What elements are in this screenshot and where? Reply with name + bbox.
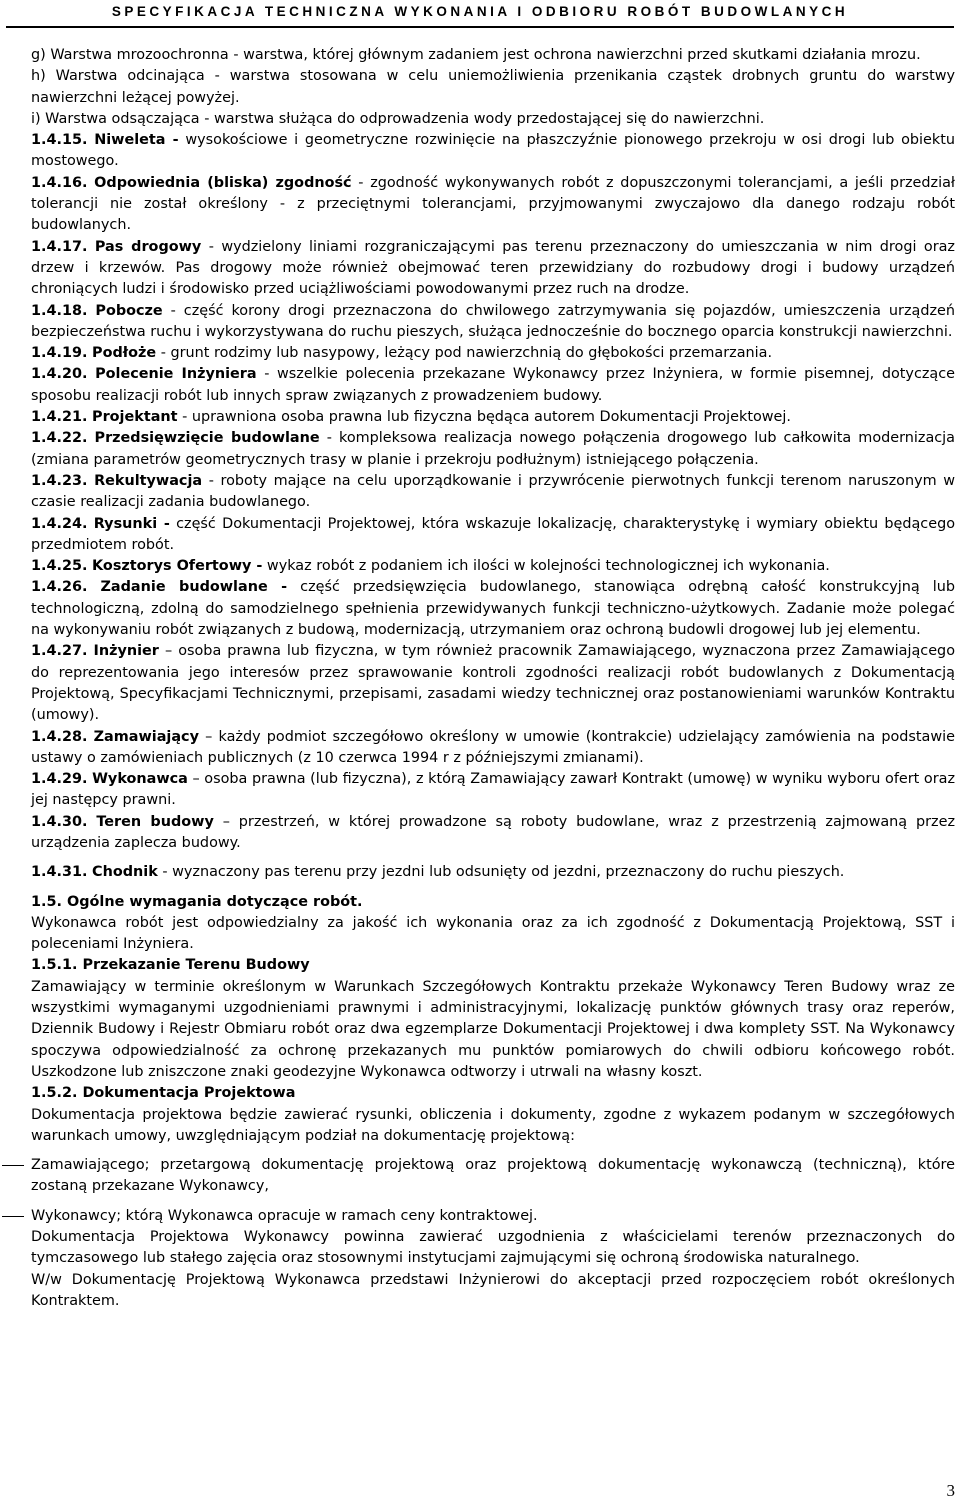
section-1-5-1-heading: 1.5.1. Przekazanie Terenu Budowy [31,957,310,974]
item-1-4-17 [31,237,955,301]
item-term: Pobocze [95,302,163,319]
item-1-4-22 [31,428,955,471]
item-text: - roboty mające na celu uporządkowanie i przywrócenie pierwotnych funkcji terenom naruszonym w czasie realizacji zadania budowlanego. [31,472,956,511]
item-1-4-15 [31,130,955,173]
item-num: 1.4.24. [31,515,88,532]
item-1-4-30 [31,812,955,855]
definition-g: g) Warstwa mrozoochronna - warstwa, której głównym zadaniem jest ochrona nawierzchni przed skutkami działania mrozu. [31,47,921,63]
bullet-item: Wykonawcy; którą Wykonawca opracuje w ramach ceny kontraktowej. [31,1206,955,1227]
item-num: 1.4.17. [31,238,88,255]
item-text: - wydzielony liniami rozgraniczającymi pas terenu przeznaczony do umieszczania w nim drogi oraz drzew i krzewów. Pas drogowy może również obejmować teren przewidziany do rozbudowy drogi i budowy urządzeń chroniących ludzi i środowisko przed uciążliwościami powodowanymi przez ruch na drodze. [31,238,955,298]
item-num: 1.4.25. [31,558,88,575]
bullet-item: Zamawiającego; przetargową dokumentację projektową oraz projektową dokumentację wykonawczą (techniczną), które zostaną przekazane Wykonawcy, [31,1155,955,1198]
section-1-5-heading: 1.5. Ogólne wymagania dotyczące robót. [31,893,363,910]
item-text: - grunt rodzimy lub nasypowy, leżący pod nawierzchnią do głębokości przemarzania. [156,345,773,362]
item-num: 1.4.22. [31,430,88,447]
item-num: 1.4.19. [31,345,88,362]
section-1-5-2-para2: Dokumentacja Projektowa Wykonawcy powinna zawierać uzgodnienia z właścicielami terenów przeznaczonych do tymczasowego lub stałego zajęcia oraz stosownymi instytucjami zajmującymi się ochroną środowiska naturalnego. [31,1229,955,1267]
item-num: 1.4.27. [31,643,88,660]
item-term: Inżynier [93,643,159,660]
item-1-4-28 [31,727,955,770]
item-term: Pas drogowy [94,238,202,255]
item-text: wysokościowe i geometryczne rozwinięcie na płaszczyźnie pionowego przekroju w osi drogi lub obiektu mostowego. [31,132,955,170]
item-num: 1.4.31. [31,864,88,881]
item-text: – każdy podmiot szczegółowo określony w umowie (kontrakcie) udzielający zamówienia na podstawie ustawy o zamówieniach publicznych (z 10 czerwca 1994 r z późniejszymi zmianami). [31,728,955,766]
item-1-4-19 [31,343,955,364]
page-number: 3 [946,1481,955,1500]
item-1-4-31 [31,862,955,883]
header-rule [6,26,954,28]
item-term: Rekultywacja [94,472,203,489]
item-term: Projektant [92,409,178,426]
section-1-5-2-para3: W/w Dokumentację Projektową Wykonawca przedstawi Inżynierowi do akceptacji przed rozpoczęciem robót określonych Kontraktem. [31,1271,955,1309]
item-1-4-25 [31,556,955,577]
item-1-4-18 [31,301,955,344]
item-1-4-23 [31,471,955,514]
item-term: Przedsięwzięcie budowlane [94,430,320,447]
item-1-4-20 [31,364,955,407]
item-text: – osoba prawna lub fizyczna, w tym również pracownik Zamawiającego, wyznaczona przez Zamawiającego do reprezentowania jego interesów przez sprawowanie kontroli zgodności realizacji robót budowlanych z Dokumentacją Projektową, Specyfikacjami Technicznymi, przepisami, zasadami wiedzy technicznej oraz postanowieniami warunków Kontraktu (umowy). [31,643,955,724]
item-term: Odpowiednia (bliska) zgodność [94,174,352,191]
item-term: Chodnik [92,864,158,881]
item-num: 1.4.16. [31,174,88,191]
section-1-5-1-text: Zamawiający w terminie określonym w Warunkach Szczegółowych Kontraktu przekaże Wykonawcy Teren Budowy wraz ze wszystkimi wymaganymi uzgodnieniami prawnymi i administracyjnymi, lokalizację punktów głównych trasy oraz reperów, Dziennik Budowy i Rejestr Obmiaru robót oraz dwa egzemplarze Dokumentacji Projektowej i dwa komplety SST. Na Wykonawcy spoczywa odpowiedzialność za ochronę przekazanych mu punktów pomiarowych do chwili odbioru końcowego robót. Uszkodzone lub zniszczone znaki geodezyjne Wykonawca odtworzy i utrwali na własny koszt. [31,978,955,1080]
section-1-5-2-heading: 1.5.2. Dokumentacja Projektowa [31,1085,296,1102]
section-1-5-2-intro: Dokumentacja projektowa będzie zawierać rysunki, obliczenia i dokumenty, zgodne z wykazem podanym w szczegółowych warunkach umowy, uwzględniającym podział na dokumentację projektową: [31,1106,955,1144]
document-header: SPECYFIKACJA TECHNICZNA WYKONANIA I ODBIORU ROBÓT BUDOWLANYCH [111,4,849,19]
item-1-4-27 [31,641,955,726]
item-1-4-16 [31,173,955,237]
item-text: część przedsięwzięcia budowlanego, stanowiąca odrębną całość konstrukcyjną lub technologiczną, zdolną do samodzielnego spełnienia przewidywanych funkcji techniczno-użytkowych. Zadanie może polegać na wykonywaniu robót związanych z budową, modernizacją, utrzymaniem oraz ochroną budowli drogowej lub jej elementu. [31,579,956,639]
item-num: 1.4.28. [31,728,88,745]
item-num: 1.4.29. [31,771,88,788]
item-num: 1.4.23. [31,472,88,489]
definition-i: i) Warstwa odsączająca - warstwa służąca do odprowadzenia wody przedostającej się do nawierzchni. [31,110,765,127]
item-num: 1.4.21. [31,409,88,426]
item-text: - zgodność wykonywanych robót z dopuszczonymi tolerancjami, a jeśli przedział tolerancji nie został określony - z przeciętnymi tolerancjami, przyjmowanymi zwyczajowo dla danego rodzaju robót budowlanych. [31,174,955,234]
item-num: 1.4.20. [31,366,88,383]
item-term: Teren budowy [96,813,214,830]
item-term: Rysunki - [93,515,170,532]
item-1-4-26 [31,577,955,641]
item-term: Kosztorys Ofertowy - [92,558,263,575]
section-1-5-text: Wykonawca robót jest odpowiedzialny za jakość ich wykonania oraz za ich zgodność z Dokumentacją Projektową, SST i poleceniami Inżyniera. [31,914,955,953]
item-text: - część korony drogi przeznaczona do chwilowego zatrzymywania się pojazdów, umieszczenia urządzeń bezpieczeństwa ruchu i wykorzystywana do ruchu pieszych, służąca jednocześnie do bocznego oparcia konstrukcji nawierzchni. [31,302,955,340]
item-num: 1.4.18. [31,302,88,319]
item-term: Zamawiający [93,728,199,745]
item-term: Polecenie Inżyniera [95,366,257,383]
item-text: – osoba prawna (lub fizyczna), z którą Zamawiający zawarł Kontrakt (umowę) w wyniku wyboru ofert oraz jej następcy prawni. [31,771,955,809]
definition-h: h) Warstwa odcinająca - warstwa stosowana w celu uniemożliwienia przenikania cząstek drobnych gruntu do warstwy nawierzchni leżącej powyżej. [31,68,955,106]
item-text: - wszelkie polecenia przekazane Wykonawcy przez Inżyniera, w formie pisemnej, dotyczące sposobu realizacji robót lub innych spraw związanych z prowadzeniem budowy. [31,366,956,404]
item-text: - uprawniona osoba prawna lub fizyczna będąca autorem Dokumentacji Projektowej. [177,409,791,426]
item-text: – przestrzeń, w której prowadzone są roboty budowlane, wraz z przestrzenią zajmowaną przez urządzenia zaplecza budowy. [31,813,956,851]
item-1-4-29 [31,769,955,812]
item-1-4-21 [31,407,955,428]
item-term: Wykonawca [92,771,188,788]
item-num: 1.4.15. [31,132,88,149]
item-term: Zadanie budowlane - [100,579,288,596]
item-term: Niweleta - [94,132,179,149]
item-text: - kompleksowa realizacja nowego połączenia drogowego lub całkowita modernizacja (zmiana parametrów geometrycznych trasy w planie i przekroju podłużnym) istniejącego połączenia. [31,430,955,468]
item-num: 1.4.30. [31,813,88,830]
item-1-4-24 [31,514,955,557]
item-text: część Dokumentacji Projektowej, która wskazuje lokalizację, charakterystykę i wymiary obiektu będącego przedmiotem robót. [31,515,956,553]
item-text: wykaz robót z podaniem ich ilości w kolejności technologicznej ich wykonania. [262,558,830,575]
document-body [31,45,955,1312]
item-text: - wyznaczony pas terenu przy jezdni lub odsunięty od jezdni, przeznaczony do ruchu pieszych. [157,864,845,881]
item-term: Podłoże [92,345,157,362]
item-num: 1.4.26. [31,579,88,596]
